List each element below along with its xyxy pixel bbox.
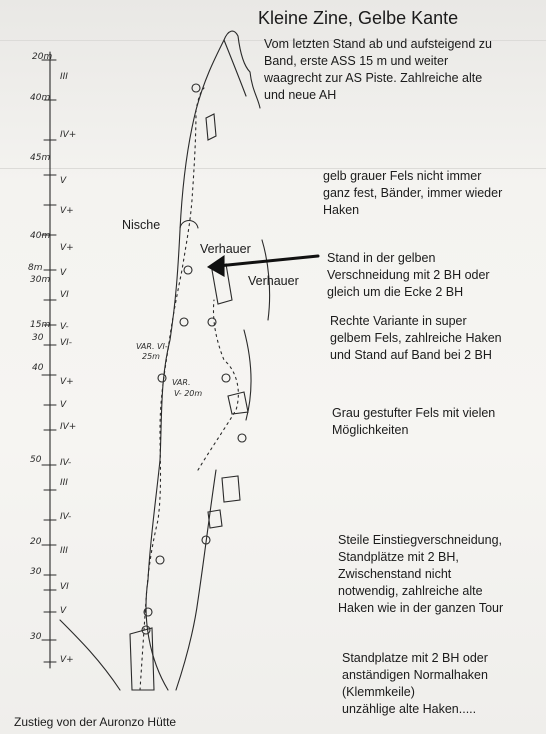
route-title: Kleine Zine, Gelbe Kante bbox=[258, 8, 459, 28]
pitch-grade: V+ bbox=[60, 243, 74, 253]
variant-label: VAR. VI- bbox=[136, 342, 168, 351]
pitch-length: 30 bbox=[30, 567, 42, 577]
pitch-length: 40m bbox=[30, 231, 51, 241]
anchor bbox=[238, 434, 246, 442]
description-right-variant: Rechte Variante in super gelbem Fels, zahlreiche Haken und Stand auf Band bei 2 BH bbox=[330, 314, 502, 362]
pitch-grade: V- bbox=[60, 322, 69, 332]
pitch-grade: V+ bbox=[60, 377, 74, 387]
description-yellow-dihedral-belay: Stand in der gelben Verschneidung mit 2 BH oder gleich um die Ecke 2 BH bbox=[327, 251, 490, 299]
pitch-grade: V bbox=[60, 268, 67, 278]
anchor bbox=[156, 556, 164, 564]
description-belay-notes: Standplatze mit 2 BH oder anständigen Normalhaken (Klemmkeile) unzählige alte Haken..... bbox=[342, 651, 488, 716]
scale-ticks bbox=[42, 60, 56, 662]
pitch-grade: V bbox=[60, 606, 67, 616]
ridge-shading bbox=[224, 40, 260, 108]
pitch-block bbox=[206, 114, 216, 140]
description-grey-stepped-rock: Grau gestufter Fels mit vielen Möglichkeiten bbox=[332, 406, 496, 437]
anchor bbox=[184, 266, 192, 274]
pitch-length: 50 bbox=[30, 455, 42, 465]
pitch-length: 40 bbox=[32, 363, 44, 373]
pitch-length: 20 bbox=[30, 537, 42, 547]
pitch-grade: VI- bbox=[60, 338, 73, 348]
pitch-length: 20m bbox=[32, 52, 53, 62]
pitch-length: 30m bbox=[30, 275, 51, 285]
pitch-grade: VI bbox=[60, 290, 69, 300]
pitch-grade: IV- bbox=[60, 458, 72, 468]
anchor bbox=[208, 318, 216, 326]
approach-note: Zustieg von der Auronzo Hütte bbox=[14, 715, 177, 729]
right-face bbox=[176, 240, 270, 690]
pitch-length: 40m bbox=[30, 93, 51, 103]
pitch-length: 15m bbox=[30, 320, 51, 330]
pitch-grade: IV+ bbox=[60, 130, 77, 140]
label-verhauer-right: Verhauer bbox=[248, 274, 299, 288]
variant-grade: V- 20m bbox=[174, 389, 203, 398]
pitch-grade: III bbox=[60, 72, 68, 82]
pitch-grade: IV+ bbox=[60, 422, 77, 432]
pitch-length: 30 bbox=[30, 632, 42, 642]
pitch-grade: III bbox=[60, 478, 68, 488]
pitch-block bbox=[222, 476, 240, 502]
label-verhauer-left: Verhauer bbox=[200, 242, 251, 256]
pitch-grade: IV- bbox=[60, 512, 72, 522]
arrow-icon bbox=[218, 256, 318, 266]
pitch-grade: V+ bbox=[60, 655, 74, 665]
label-nische: Nische bbox=[122, 218, 161, 232]
anchor bbox=[158, 374, 166, 382]
pitch-grade: III bbox=[60, 546, 68, 556]
pitch-length: 30 bbox=[32, 333, 44, 343]
description-top-pitch: Vom letzten Stand ab und aufsteigend zu Band, erste ASS 15 m und weiter waagrecht zur AS Piste. Zahlreiche alte und neue AH bbox=[264, 37, 492, 102]
description-entry-dihedral: Steile Einstiegverschneidung, Standplätze mit 2 BH, Zwischenstand nicht notwendig, zahlreiche alte Haken wie in der ganzen Tour bbox=[338, 533, 504, 615]
pitch-length: 8m bbox=[28, 263, 43, 273]
pitch-grade: V+ bbox=[60, 206, 74, 216]
variant-length: 25m bbox=[142, 352, 160, 361]
pitch-grade: V bbox=[60, 176, 67, 186]
ridge-outline bbox=[146, 31, 250, 690]
pitch-grade: VI bbox=[60, 582, 69, 592]
pitch-length: 45m bbox=[30, 153, 51, 163]
anchor bbox=[222, 374, 230, 382]
anchor bbox=[192, 84, 200, 92]
right-variant-route bbox=[198, 300, 238, 470]
anchor bbox=[180, 318, 188, 326]
description-yellow-grey-rock: gelb grauer Fels nicht immer ganz fest, Bänder, immer wieder Haken bbox=[323, 169, 503, 217]
pitch-grade: V bbox=[60, 400, 67, 410]
variant-label: VAR. bbox=[172, 378, 191, 387]
